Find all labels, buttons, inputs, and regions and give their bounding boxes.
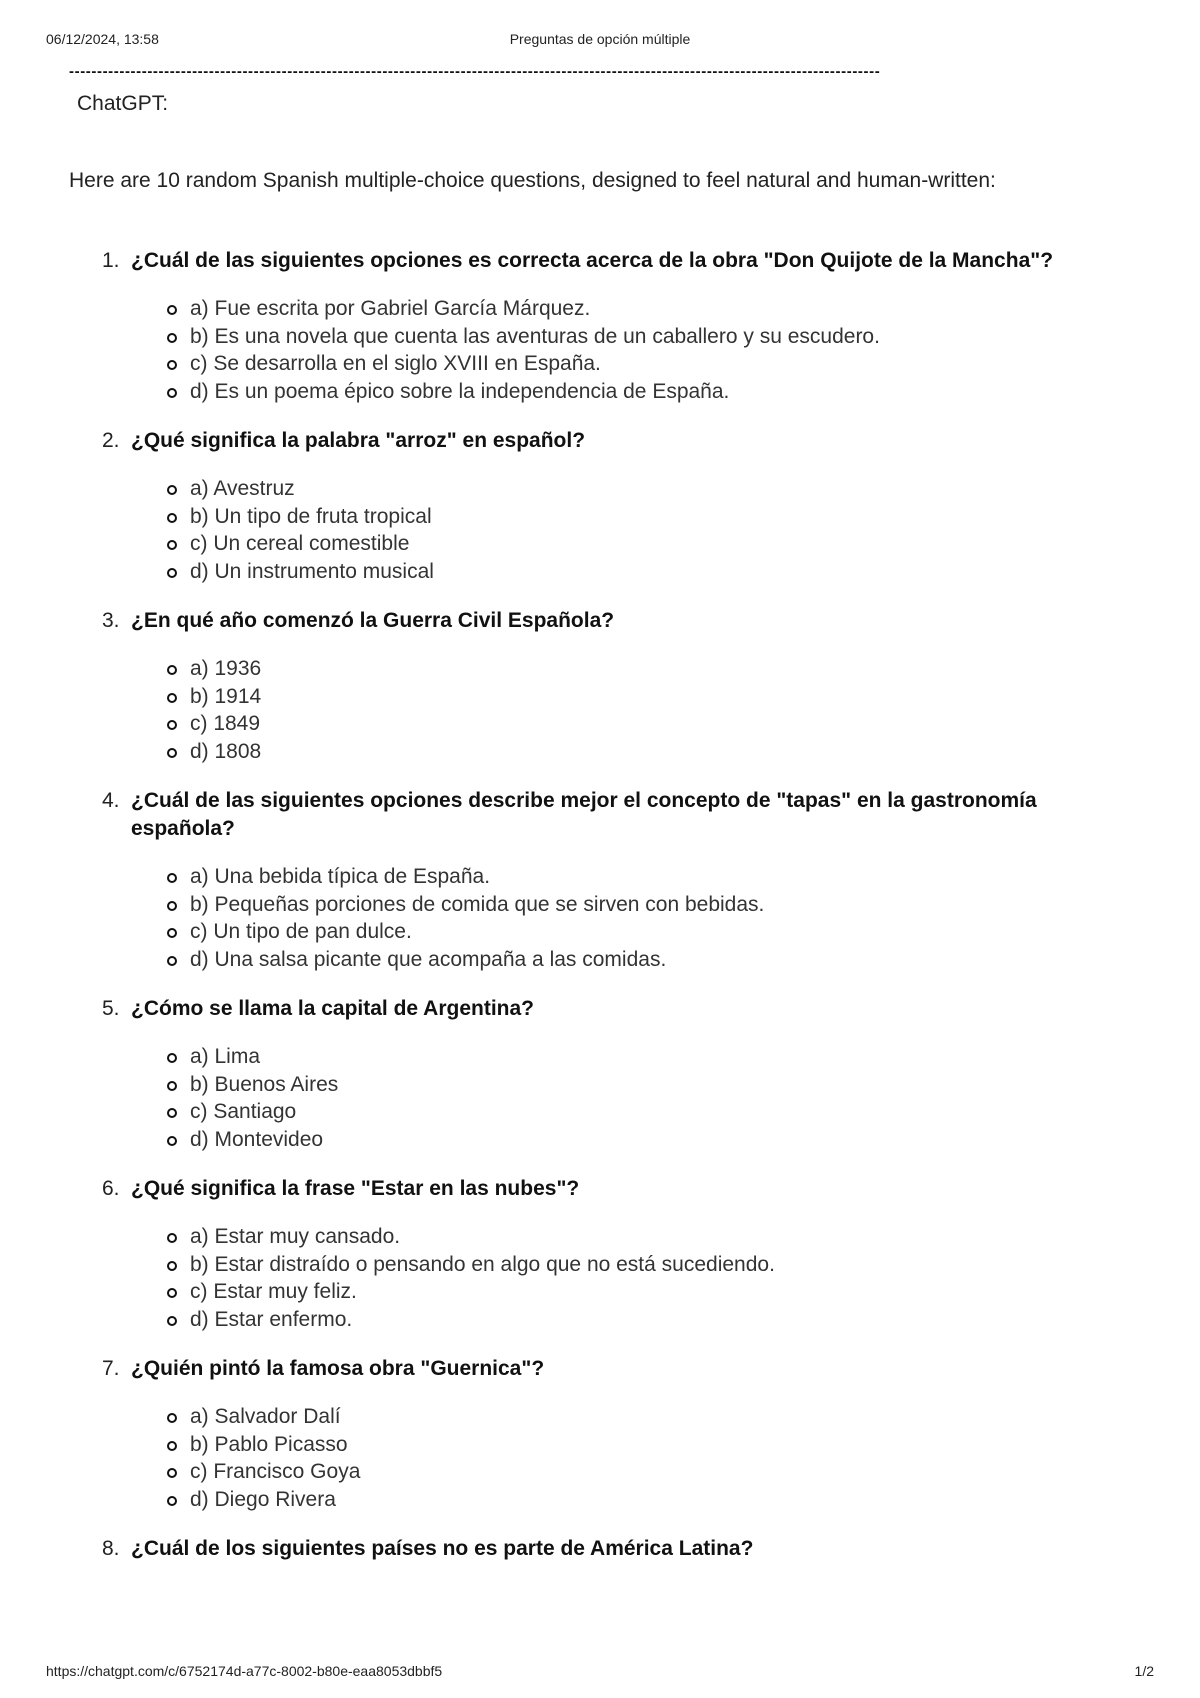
option-item: d) Un instrumento musical [131,558,1099,586]
option-item: d) Estar enfermo. [131,1306,1099,1334]
page-url: https://chatgpt.com/c/6752174d-a77c-8002-b80e-eaa8053dbbf5 [46,1663,443,1679]
page-number: 1/2 [1134,1663,1154,1679]
option-item: a) 1936 [131,655,1099,683]
print-datetime: 06/12/2024, 13:58 [46,31,159,47]
question-number: 5. [102,997,120,1020]
question-item [69,1355,1099,1513]
question-number: 2. [102,429,120,452]
document-title: Preguntas de opción múltiple [509,31,691,47]
option-item: c) Santiago [131,1098,1099,1126]
print-header [46,31,1154,51]
option-item: c) Un cereal comestible [131,530,1099,558]
speaker-label: ChatGPT: [77,92,169,115]
option-item: b) Es una novela que cuenta las aventuras de un caballero y su escudero. [131,323,1099,351]
option-item: a) Una bebida típica de España. [131,863,1099,891]
question-text: ¿Cuál de los siguientes países no es parte de América Latina? [131,1537,754,1560]
question-number: 8. [102,1537,120,1560]
option-item: b) Pablo Picasso [131,1431,1099,1459]
option-item: a) Estar muy cansado. [131,1223,1099,1251]
question-number: 1. [102,249,120,272]
question-number: 6. [102,1177,120,1200]
option-item: d) 1808 [131,738,1099,766]
question-number: 7. [102,1357,120,1380]
option-list [131,475,1099,585]
option-item: d) Es un poema épico sobre la independencia de España. [131,378,1099,406]
question-text: ¿Cómo se llama la capital de Argentina? [131,997,534,1020]
question-number: 4. [102,789,120,812]
option-item: b) 1914 [131,683,1099,711]
option-item: d) Diego Rivera [131,1486,1099,1514]
option-item: a) Fue escrita por Gabriel García Márquez. [131,295,1099,323]
question-text: ¿Qué significa la frase "Estar en las nubes"? [131,1177,580,1200]
intro-paragraph: Here are 10 random Spanish multiple-choice questions, designed to feel natural and human-written: [69,169,996,192]
question-list [69,247,1099,1585]
option-item: b) Buenos Aires [131,1071,1099,1099]
question-item [69,607,1099,765]
option-item: a) Avestruz [131,475,1099,503]
option-list [131,1043,1099,1153]
option-item: b) Pequeñas porciones de comida que se sirven con bebidas. [131,891,1099,919]
option-item: a) Salvador Dalí [131,1403,1099,1431]
question-item [69,787,1099,973]
option-list [131,1403,1099,1513]
option-list [131,655,1099,765]
question-item [69,995,1099,1153]
question-text: ¿Qué significa la palabra "arroz" en español? [131,429,586,452]
option-item: d) Una salsa picante que acompaña a las comidas. [131,946,1099,974]
question-text: ¿En qué año comenzó la Guerra Civil Española? [131,609,615,632]
option-item: b) Estar distraído o pensando en algo que no está sucediendo. [131,1251,1099,1279]
question-text: ¿Quién pintó la famosa obra "Guernica"? [131,1357,545,1380]
option-list [131,1223,1099,1333]
option-list [131,863,1099,973]
option-item: b) Un tipo de fruta tropical [131,503,1099,531]
option-item: c) Estar muy feliz. [131,1278,1099,1306]
option-list [131,295,1099,405]
question-number: 3. [102,609,120,632]
question-text: ¿Cuál de las siguientes opciones es correcta acerca de la obra "Don Quijote de la Mancha"? [131,249,1054,272]
option-item: d) Montevideo [131,1126,1099,1154]
option-item: a) Lima [131,1043,1099,1071]
question-text: ¿Cuál de las siguientes opciones describe mejor el concepto de "tapas" en la gastronomía española? [131,789,1037,840]
option-item: c) Un tipo de pan dulce. [131,918,1099,946]
question-item [69,1535,1099,1563]
separator-line: ------------------------------------------------------------------------------------------------------------------------------------------------- [69,66,881,78]
question-item [69,427,1099,585]
option-item: c) 1849 [131,710,1099,738]
question-item [69,247,1099,405]
question-item [69,1175,1099,1333]
option-item: c) Se desarrolla en el siglo XVIII en España. [131,350,1099,378]
option-item: c) Francisco Goya [131,1458,1099,1486]
